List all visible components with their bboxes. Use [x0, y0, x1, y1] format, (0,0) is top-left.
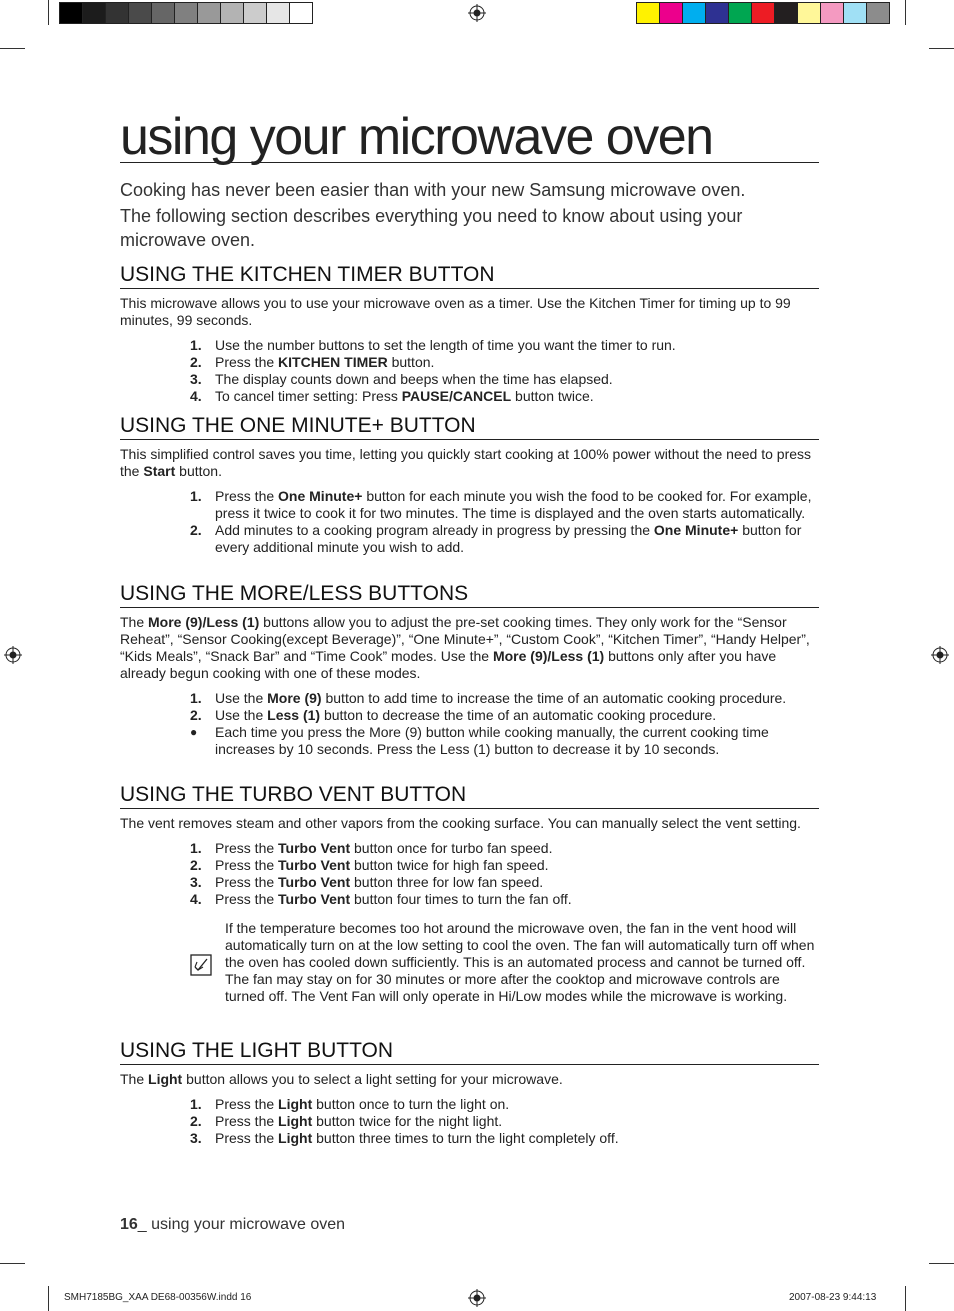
- swatch: [867, 3, 889, 23]
- step-number: 2.: [190, 707, 202, 723]
- step-item: [190, 690, 819, 707]
- registration-mark-icon: [4, 646, 22, 664]
- slug-date: 2007-08-23 9:44:13: [789, 1292, 877, 1303]
- step-number: 4.: [190, 388, 202, 404]
- steps-list: [190, 488, 819, 556]
- registration-mark-icon: [468, 4, 486, 22]
- step-item: [190, 707, 819, 724]
- step-item: [190, 337, 819, 354]
- section-heading: USING THE LIGHT BUTTON: [120, 1038, 819, 1065]
- steps-list: [190, 337, 819, 405]
- section-heading: USING THE MORE/LESS BUTTONS: [120, 581, 819, 608]
- step-text: Use the More (9) button to add time to increase the time of an automatic cooking procedure.: [215, 690, 787, 706]
- section-turbo-vent: [120, 782, 819, 908]
- step-item: [190, 354, 819, 371]
- step-item: [190, 840, 819, 857]
- swatch: [798, 3, 821, 23]
- steps-list: [190, 690, 819, 758]
- swatch: [660, 3, 683, 23]
- step-number: 3.: [190, 1130, 202, 1146]
- swatch: [844, 3, 867, 23]
- step-item: [190, 857, 819, 874]
- step-item: [190, 891, 819, 908]
- swatch: [752, 3, 775, 23]
- footer-label: _ using your microwave oven: [137, 1216, 346, 1233]
- page-title: using your microwave oven: [120, 112, 819, 163]
- swatch: [198, 3, 221, 23]
- step-number: 2.: [190, 522, 202, 538]
- crop-mark: [48, 1286, 49, 1311]
- crop-mark: [0, 1263, 25, 1264]
- section-heading: USING THE KITCHEN TIMER BUTTON: [120, 262, 819, 289]
- swatch: [637, 3, 660, 23]
- step-number: 3.: [190, 874, 202, 890]
- swatch: [175, 3, 198, 23]
- swatch: [706, 3, 729, 23]
- step-item: [190, 488, 819, 522]
- note-text: If the temperature becomes too hot around the microwave oven, the fan in the vent hood will automatically turn on at the low setting to cool the oven. The fan will automatically turn off when the oven has cooled down sufficiently. This is an automated process and cannot be turned off. The fan may stay on for 30 minutes or more after the cooktop and microwave controls are turned off. The Vent Fan will only operate in Hi/Low modes while the microwave is working.: [225, 920, 815, 1004]
- section-one-minute: [120, 413, 819, 556]
- note-pencil-icon: [190, 954, 212, 976]
- step-item: [190, 1096, 819, 1113]
- section-description: The vent removes steam and other vapors from the cooking surface. You can manually select the vent setting.: [120, 815, 801, 831]
- swatch: [290, 3, 312, 23]
- step-number: 2.: [190, 1113, 202, 1129]
- section-kitchen-timer: [120, 262, 819, 405]
- swatch: [221, 3, 244, 23]
- steps-list: [190, 840, 819, 908]
- section-more-less: [120, 581, 819, 758]
- section-heading: USING THE TURBO VENT BUTTON: [120, 782, 819, 809]
- page-footer: [120, 1216, 345, 1234]
- swatch: [152, 3, 175, 23]
- swatch: [129, 3, 152, 23]
- step-text: Press the Turbo Vent button four times to turn the fan off.: [215, 891, 572, 907]
- step-number: 3.: [190, 371, 202, 387]
- step-number: 1.: [190, 1096, 202, 1112]
- crop-mark: [929, 1263, 954, 1264]
- swatch: [683, 3, 706, 23]
- grayscale-swatches: [59, 2, 313, 24]
- crop-mark: [929, 48, 954, 49]
- step-text: The display counts down and beeps when the time has elapsed.: [215, 371, 613, 387]
- step-number: 2.: [190, 857, 202, 873]
- intro-line: Cooking has never been easier than with your new Samsung microwave oven.: [120, 180, 746, 200]
- crop-mark: [905, 1286, 906, 1311]
- section-description: The Light button allows you to select a light setting for your microwave.: [120, 1071, 563, 1087]
- step-item: [190, 371, 819, 388]
- swatch: [729, 3, 752, 23]
- step-item: [190, 388, 819, 405]
- step-item: [190, 724, 819, 758]
- intro-line: The following section describes everything you need to know about using your microwave oven.: [120, 206, 743, 250]
- registration-mark-icon: [468, 1289, 486, 1307]
- step-text: Press the Light button twice for the night light.: [215, 1113, 503, 1129]
- note: [190, 920, 820, 1005]
- step-text: Use the number buttons to set the length of time you want the timer to run.: [215, 337, 676, 353]
- swatch: [821, 3, 844, 23]
- page-number: 16: [120, 1216, 138, 1233]
- swatch: [775, 3, 798, 23]
- crop-mark: [905, 0, 906, 25]
- section-description: This simplified control saves you time, letting you quickly start cooking at 100% power without the need to press the Start button.: [120, 446, 812, 479]
- step-number: 4.: [190, 891, 202, 907]
- step-item: [190, 1130, 819, 1147]
- swatch: [244, 3, 267, 23]
- step-item: [190, 1113, 819, 1130]
- section-description: This microwave allows you to use your microwave oven as a timer. Use the Kitchen Timer for timing up to 99 minutes, 99 seconds.: [120, 295, 791, 328]
- step-text: Press the One Minute+ button for each minute you wish the food to be cooked for. For example, press it twice to cook it for two minutes. The time is displayed and the oven starts automatically.: [215, 488, 812, 521]
- swatch: [83, 3, 106, 23]
- section-heading: USING THE ONE MINUTE+ BUTTON: [120, 413, 819, 440]
- step-text: Press the Turbo Vent button three for low fan speed.: [215, 874, 544, 890]
- slug-file: SMH7185BG_XAA DE68-00356W.indd 16: [64, 1292, 252, 1303]
- step-item: [190, 522, 819, 556]
- registration-mark-icon: [931, 646, 949, 664]
- swatch: [106, 3, 129, 23]
- section-light: [120, 1038, 819, 1147]
- step-number: 1.: [190, 337, 202, 353]
- step-text: Use the Less (1) button to decrease the time of an automatic cooking procedure.: [215, 707, 717, 723]
- swatch: [267, 3, 290, 23]
- color-swatches: [636, 2, 890, 24]
- step-number: 1.: [190, 690, 202, 706]
- steps-list: [190, 1096, 819, 1147]
- step-text: Each time you press the More (9) button while cooking manually, the current cooking time increases by 10 seconds. Press the Less (1) button to decrease it by 10 seconds.: [215, 724, 769, 757]
- step-number: 2.: [190, 354, 202, 370]
- step-item: [190, 874, 819, 891]
- step-number: ●: [190, 725, 198, 739]
- step-number: 1.: [190, 840, 202, 856]
- step-text: Add minutes to a cooking program already in progress by pressing the One Minute+ button for every additional minute you wish to add.: [215, 522, 802, 555]
- section-description: The More (9)/Less (1) buttons allow you to adjust the pre-set cooking times. They only work for the “Sensor Reheat”, “Sensor Cooking(except Beverage)”, “One Minute+”, “Custom Cook”, “Kitchen Timer”, “Handy Helper”, “Kids Meals”, “Snack Bar” and “Time Cook” modes. Use the More (9)/Less (1) buttons only after you have already begun cooking with one of these modes.: [120, 614, 810, 681]
- swatch: [60, 3, 83, 23]
- step-text: Press the Turbo Vent button twice for high fan speed.: [215, 857, 549, 873]
- crop-mark: [48, 0, 49, 25]
- step-text: Press the Light button once to turn the light on.: [215, 1096, 510, 1112]
- step-text: To cancel timer setting: Press PAUSE/CANCEL button twice.: [215, 388, 594, 404]
- crop-mark: [0, 48, 25, 49]
- step-text: Press the Light button three times to turn the light completely off.: [215, 1130, 619, 1146]
- step-text: Press the Turbo Vent button once for turbo fan speed.: [215, 840, 553, 856]
- intro: [120, 178, 810, 254]
- step-number: 1.: [190, 488, 202, 504]
- step-text: Press the KITCHEN TIMER button.: [215, 354, 435, 370]
